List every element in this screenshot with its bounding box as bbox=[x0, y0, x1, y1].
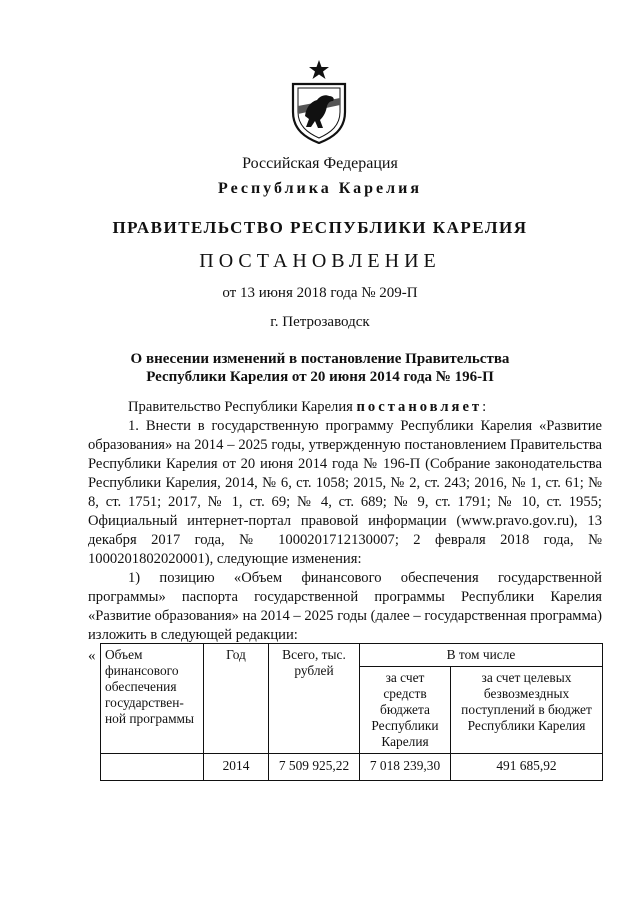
document-city: г. Петрозаводск bbox=[270, 314, 370, 330]
country-name: Российская Федерация bbox=[242, 155, 398, 172]
header-total: Всего, тыс. рублей bbox=[269, 644, 360, 754]
table-row bbox=[101, 754, 603, 781]
funding-table bbox=[100, 643, 603, 781]
government-title: ПРАВИТЕЛЬСТВО РЕСПУБЛИКИ КАРЕЛИЯ bbox=[112, 218, 528, 237]
header-year: Год bbox=[204, 644, 269, 754]
header-grant-funds: за счет целевых безвозмездных поступлений в бюджет Республики Карелия bbox=[451, 667, 603, 754]
subject-line-2: Республики Карелия от 20 июня 2014 года № 196-П bbox=[146, 369, 494, 385]
row-total: 7 509 925,22 bbox=[269, 754, 360, 781]
header-including: В том числе bbox=[360, 644, 603, 667]
subject-line-1: О внесении изменений в постановление Правительства bbox=[130, 351, 510, 367]
document-type: ПОСТАНОВЛЕНИЕ bbox=[199, 250, 441, 272]
row-budget: 7 018 239,30 bbox=[360, 754, 451, 781]
republic-name: Республика Карелия bbox=[218, 180, 422, 197]
karelia-coat-of-arms-emblem bbox=[290, 58, 348, 144]
intro-paragraph: Правительство Республики Карелия постановляет: bbox=[128, 399, 487, 415]
header-budget-funds: за счет средств бюджета Республики Карелия bbox=[360, 667, 451, 754]
document-date-number: от 13 июня 2018 года № 209-П bbox=[222, 285, 418, 301]
document-subject bbox=[0, 350, 640, 386]
paragraph-1: 1. Внести в государственную программу Республики Карелия «Развитие образования» на 2014 – 2025 годы, утвержденную постановлением Правительства Республики Карелия от 20 июня 2014 года № 196-П (Собрание законодательства Республики Карелия, 2014, № 6, ст. 1058; 2015, № 2, ст. 243; 2016, № 1, ст. 61; № 8, ст. 1751; 2017, № 1, ст. 69; № 4, ст. 689; № 9, ст. 1791; № 10, ст. 1955; Официальный интернет-портал правовой информации (www.pravo.gov.ru), 13 декабря 2017 года, № 1000201712130007; 2 февраля 2018 года, № 1000201802020001), следующие изменения: bbox=[88, 418, 602, 567]
table-header-row bbox=[101, 644, 603, 667]
paragraph-2: 1) позицию «Объем финансового обеспечения государственной программы» паспорта государственной программы Республики Карелия «Развитие образования» на 2014 – 2025 годы (далее – государственная программа) изложить в следующей редакции: bbox=[88, 570, 602, 643]
row-grants: 491 685,92 bbox=[451, 754, 603, 781]
row-year: 2014 bbox=[204, 754, 269, 781]
document-body bbox=[88, 398, 602, 645]
resolves-keyword: постановляет bbox=[356, 399, 483, 415]
table-opening-quote: « bbox=[88, 648, 96, 664]
row-empty-cell bbox=[101, 754, 204, 781]
header-funding-volume: Объем финансового обеспечения государствен-ной программы bbox=[101, 644, 204, 754]
